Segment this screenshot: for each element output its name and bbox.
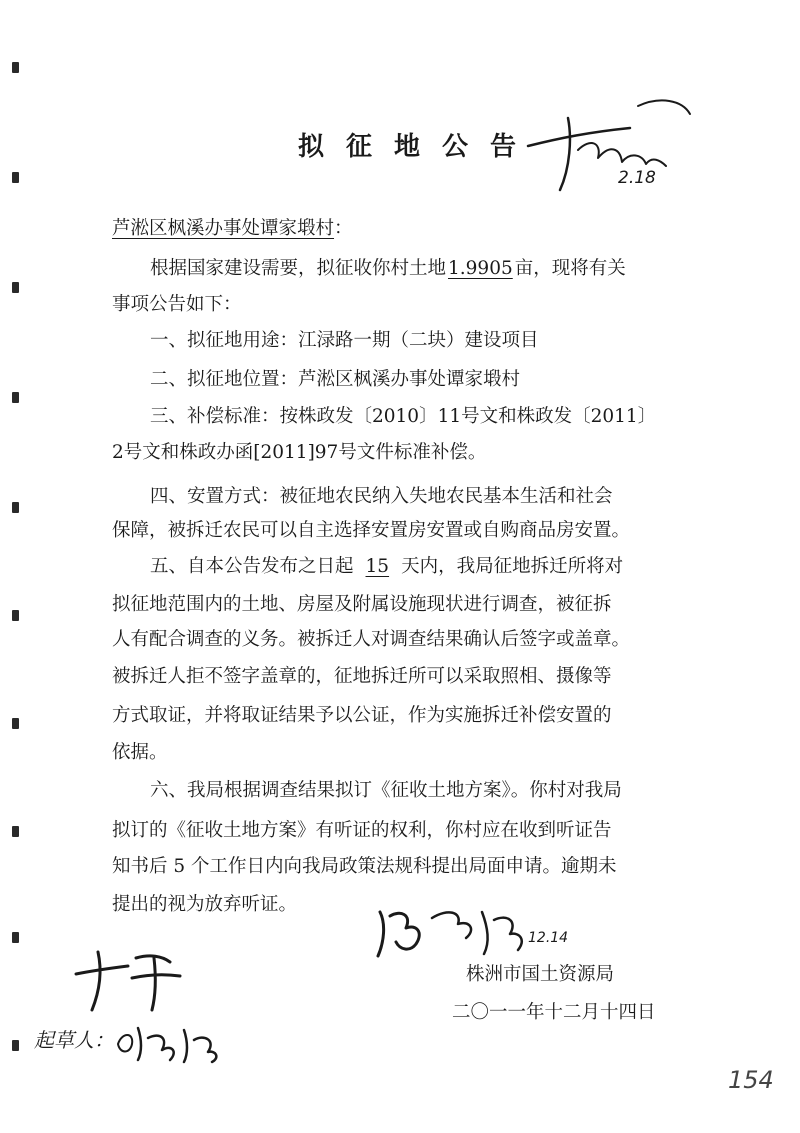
- issue-date: 二〇一一年十二月十四日: [452, 1002, 656, 1023]
- item-hearing-cont: 拟订的《征收土地方案》有听证的权利，你村应在收到听证告: [112, 820, 612, 841]
- item-survey-cont: 人有配合调查的义务。被拆迁人对调查结果确认后签字或盖章。: [112, 629, 631, 650]
- signature-approval: [520, 78, 700, 198]
- item-location: 二、拟征地位置：芦淞区枫溪办事处谭家塅村: [150, 369, 521, 390]
- document-title: 拟征地公告: [298, 132, 539, 162]
- handwritten-page-number: 154: [728, 1066, 774, 1094]
- binding-mark: [12, 610, 19, 621]
- item-hearing-cont: 提出的视为放弃听证。: [112, 894, 298, 915]
- handwritten-date-middle: 12.14: [528, 930, 569, 946]
- binding-mark: [12, 392, 19, 403]
- item-survey-cont: 方式取证，并将取证结果予以公证，作为实施拆迁补偿安置的: [112, 705, 612, 726]
- binding-mark: [12, 932, 19, 943]
- addressee-colon: ：: [334, 218, 353, 239]
- item-hearing-cont: 知书后 5 个工作日内向我局政策法规科提出局面申请。逾期未: [112, 856, 617, 877]
- item-compensation: 三、补偿标准：按株政发〔2010〕11号文和株政发〔2011〕: [150, 406, 657, 427]
- handwritten-mark: [66, 944, 186, 1014]
- binding-mark: [12, 502, 19, 513]
- drafter-label: 起草人：: [34, 1028, 114, 1052]
- signature-issuer: [370, 894, 550, 964]
- binding-mark: [12, 1040, 19, 1051]
- binding-mark: [12, 172, 19, 183]
- issuer: 株洲市国土资源局: [466, 964, 615, 985]
- drafter-signature: [112, 1018, 222, 1064]
- binding-mark: [12, 282, 19, 293]
- land-area: 1.9905: [448, 258, 513, 279]
- binding-mark: [12, 62, 19, 73]
- binding-mark: [12, 826, 19, 837]
- item-purpose: 一、拟征地用途：江渌路一期（二块）建设项目: [150, 330, 539, 351]
- item-survey-cont: 被拆迁人拒不签字盖章的，征地拆迁所可以采取照相、摄像等: [112, 666, 612, 687]
- handwritten-date-top: 2.18: [618, 168, 656, 188]
- item-resettlement: 四、安置方式：被征地农民纳入失地农民基本生活和社会: [150, 486, 613, 507]
- item-survey-cont: 依据。: [112, 742, 168, 763]
- survey-days: 15: [365, 556, 390, 577]
- item-compensation-cont: 2号文和株政办函[2011]97号文件标准补偿。: [112, 442, 487, 463]
- intro-line-2: 事项公告如下：: [112, 294, 242, 315]
- item-survey-cont: 拟征地范围内的土地、房屋及附属设施现状进行调查，被征拆: [112, 594, 612, 615]
- item-survey: 五、自本公告发布之日起 15 天内，我局征地拆迁所将对: [150, 556, 624, 577]
- intro-line: 根据国家建设需要，拟征收你村土地 1.9905 亩，现将有关: [150, 258, 626, 279]
- addressee: 芦淞区枫溪办事处谭家塅村: [112, 218, 335, 239]
- addressee-line: [112, 214, 353, 240]
- item-hearing: 六、我局根据调查结果拟订《征收土地方案》。你村对我局: [150, 780, 622, 801]
- item-resettlement-cont: 保障，被拆迁农民可以自主选择安置房安置或自购商品房安置。: [112, 520, 631, 541]
- binding-mark: [12, 718, 19, 729]
